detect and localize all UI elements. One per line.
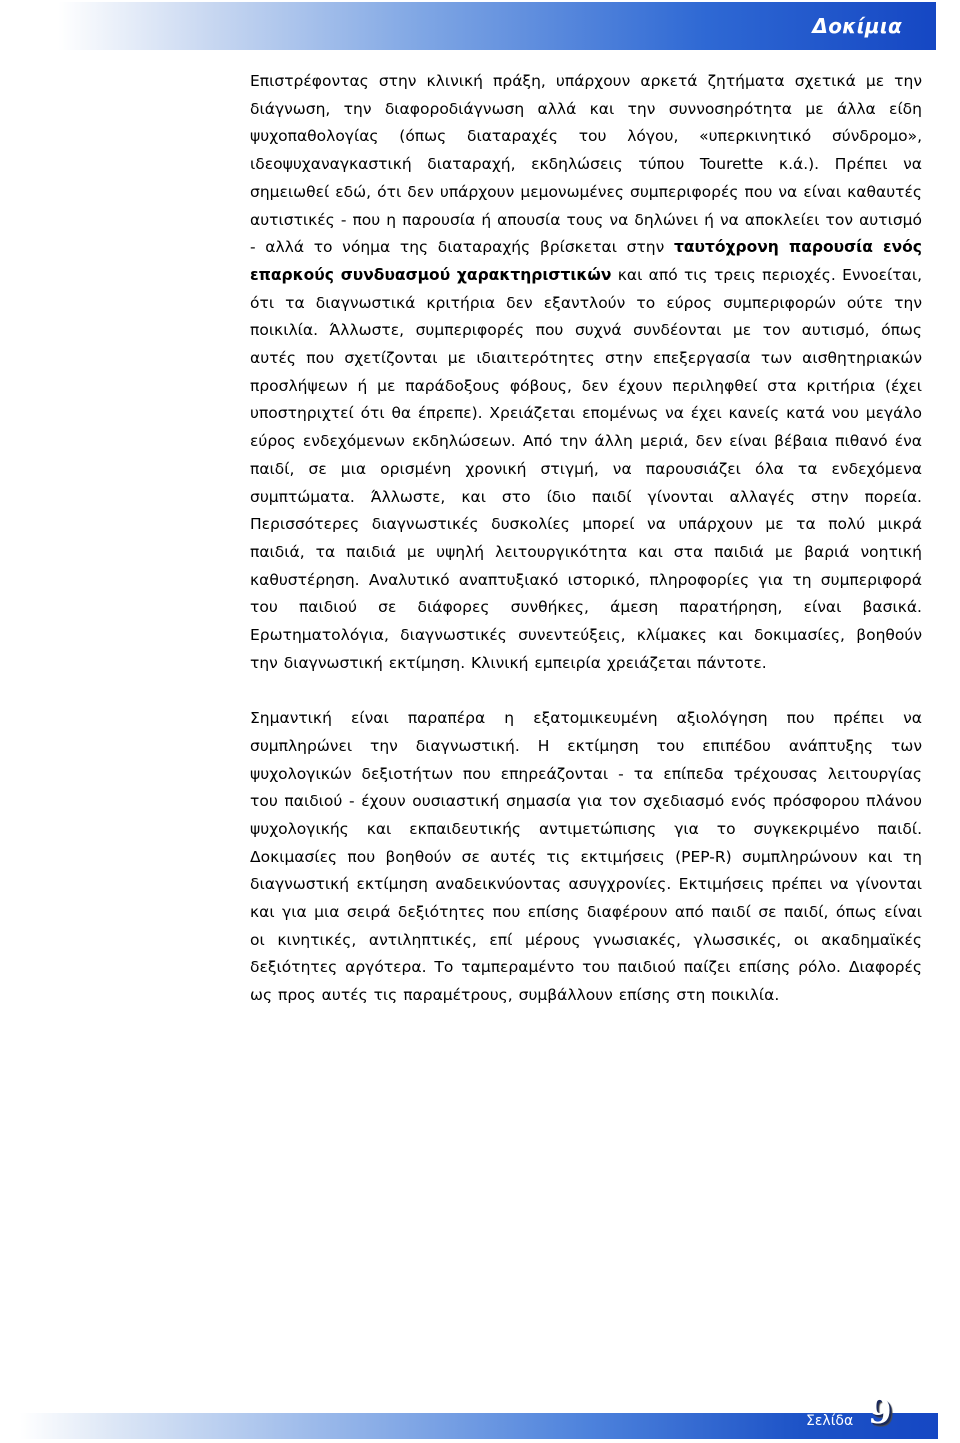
- paragraph-1-segment-3: και από τις τρεις περιοχές. Εννοείται, ότι τα διαγνωστικά κριτήρια δεν εξαντλούν το εύρος συμπεριφορών ούτε την ποικιλία. Άλλωστε, συμπεριφορές που συχνά συνδέονται με τον αυτισμό, όπως αυτές που σχετίζονται με ιδιαιτερότητες στην επεξεργασία των αισθητηριακών προσλήψεων ή με παράδοξους φόβους, δεν έχουν περιληφθεί στα κριτήρια (έχει υποστηριχτεί ότι θα έπρεπε). Χρειάζεται επομένως να έχει κανείς κατά νου μεγάλο εύρος ενδεχόμενων εκδηλώσεων. Από την άλλη μεριά, δεν είναι βέβαια πιθανό ένα παιδί, σε μια ορισμένη χρονική στιγμή, να παρουσιάζει όλα τα ενδεχόμενα συμπτώματα. Άλλωστε, και στο ίδιο παιδί γίνονται αλλαγές στην πορεία. Περισσότερες διαγνωστικές δυσκολίες μπορεί να υπάρχουν με τα πολύ μικρά παιδιά, τα παιδιά με υψηλή λειτουργικότητα και στα παιδιά με βαριά νοητική καθυστέρηση. Αναλυτικό αναπτυξιακό ιστορικό, πληροφορίες για τη συμπεριφορά του παιδιού σε διάφορες συνθήκες, άμεση παρατήρηση, είναι βασικά. Ερωτηματολόγια, διαγνωστικές συνεντεύξεις, κλίμακες και δοκιμασίες, βοηθούν την διαγνωστική εκτίμηση. Κλινική εμπειρία χρειάζεται πάντοτε.: [250, 265, 923, 672]
- paragraph-1-segment-1: Επιστρέφοντας στην κλινική πράξη, υπάρχουν αρκετά ζητήματα σχετικά με την διάγνωση, την διαφοροδιάγνωση αλλά και την συννοσηρότητα με άλλα είδη ψυχοπαθολογίας (όπως διαταραχές του λόγου, «υπερκινητικό σύνδρομο», ιδεοψυχαναγκαστική διαταραχή, εκδηλώσεις τύπου Tourette κ.ά.). Πρέπει να σημειωθεί εδώ, ότι δεν υπάρχουν μεμονωμένες συμπεριφορές που να είναι καθαυτές αυτιστικές - που η παρουσία ή απουσία τους να δηλώνει ή να αποκλείει τον αυτισμό - αλλά το νόημα της διαταραχής βρίσκεται στην: [250, 72, 922, 257]
- document-body: [250, 68, 922, 1010]
- page-number: 9: [868, 1392, 892, 1432]
- paragraph-1-emphasis: ταυτόχρονη παρουσία ενός επαρκούς συνδυασμού χαρακτηριστικών: [250, 238, 922, 284]
- paragraph-2: Σημαντική είναι παραπέρα η εξατομικευμένη αξιολόγηση που πρέπει να συμπληρώνει την διαγνωστική. Η εκτίμηση του επιπέδου ανάπτυξης των ψυχολογικών δεξιοτήτων που επηρεάζονται - τα επίπεδα τρέχουσας λειτουργίας του παιδιού - έχουν ουσιαστική σημασία για τον σχεδιασμό ενός πρόσφορου πλάνου ψυχολογικής και εκπαιδευτικής αντιμετώπισης για το συγκεκριμένο παιδί. Δοκιμασίες που βοηθούν σε αυτές τις εκτιμήσεις (PEP-R) συμπληρώνουν και τη διαγνωστική εκτίμηση αναδεικνύοντας ασυγχρονίες. Εκτιμήσεις πρέπει να γίνονται και για μια σειρά δεξιότητες που επίσης διαφέρουν από παιδί σε παιδί, όπως είναι οι κινητικές, αντιληπτικές, επί μέρους γνωσιακές, γλωσσικές, οι ακαδημαϊκές δεξιότητες αργότερα. Το ταμπεραμέντο του παιδιού παίζει επίσης ρόλο. Διαφορές ως προς αυτές τις παραμέτρους, συμβάλλουν επίσης στη ποικιλία.: [250, 709, 922, 1005]
- page-label: Σελίδα: [806, 1413, 854, 1429]
- paragraph-1: [250, 68, 922, 677]
- header-title: Δοκίμια: [812, 14, 902, 38]
- footer-bar: [20, 1413, 938, 1439]
- header-bar: [2, 2, 936, 50]
